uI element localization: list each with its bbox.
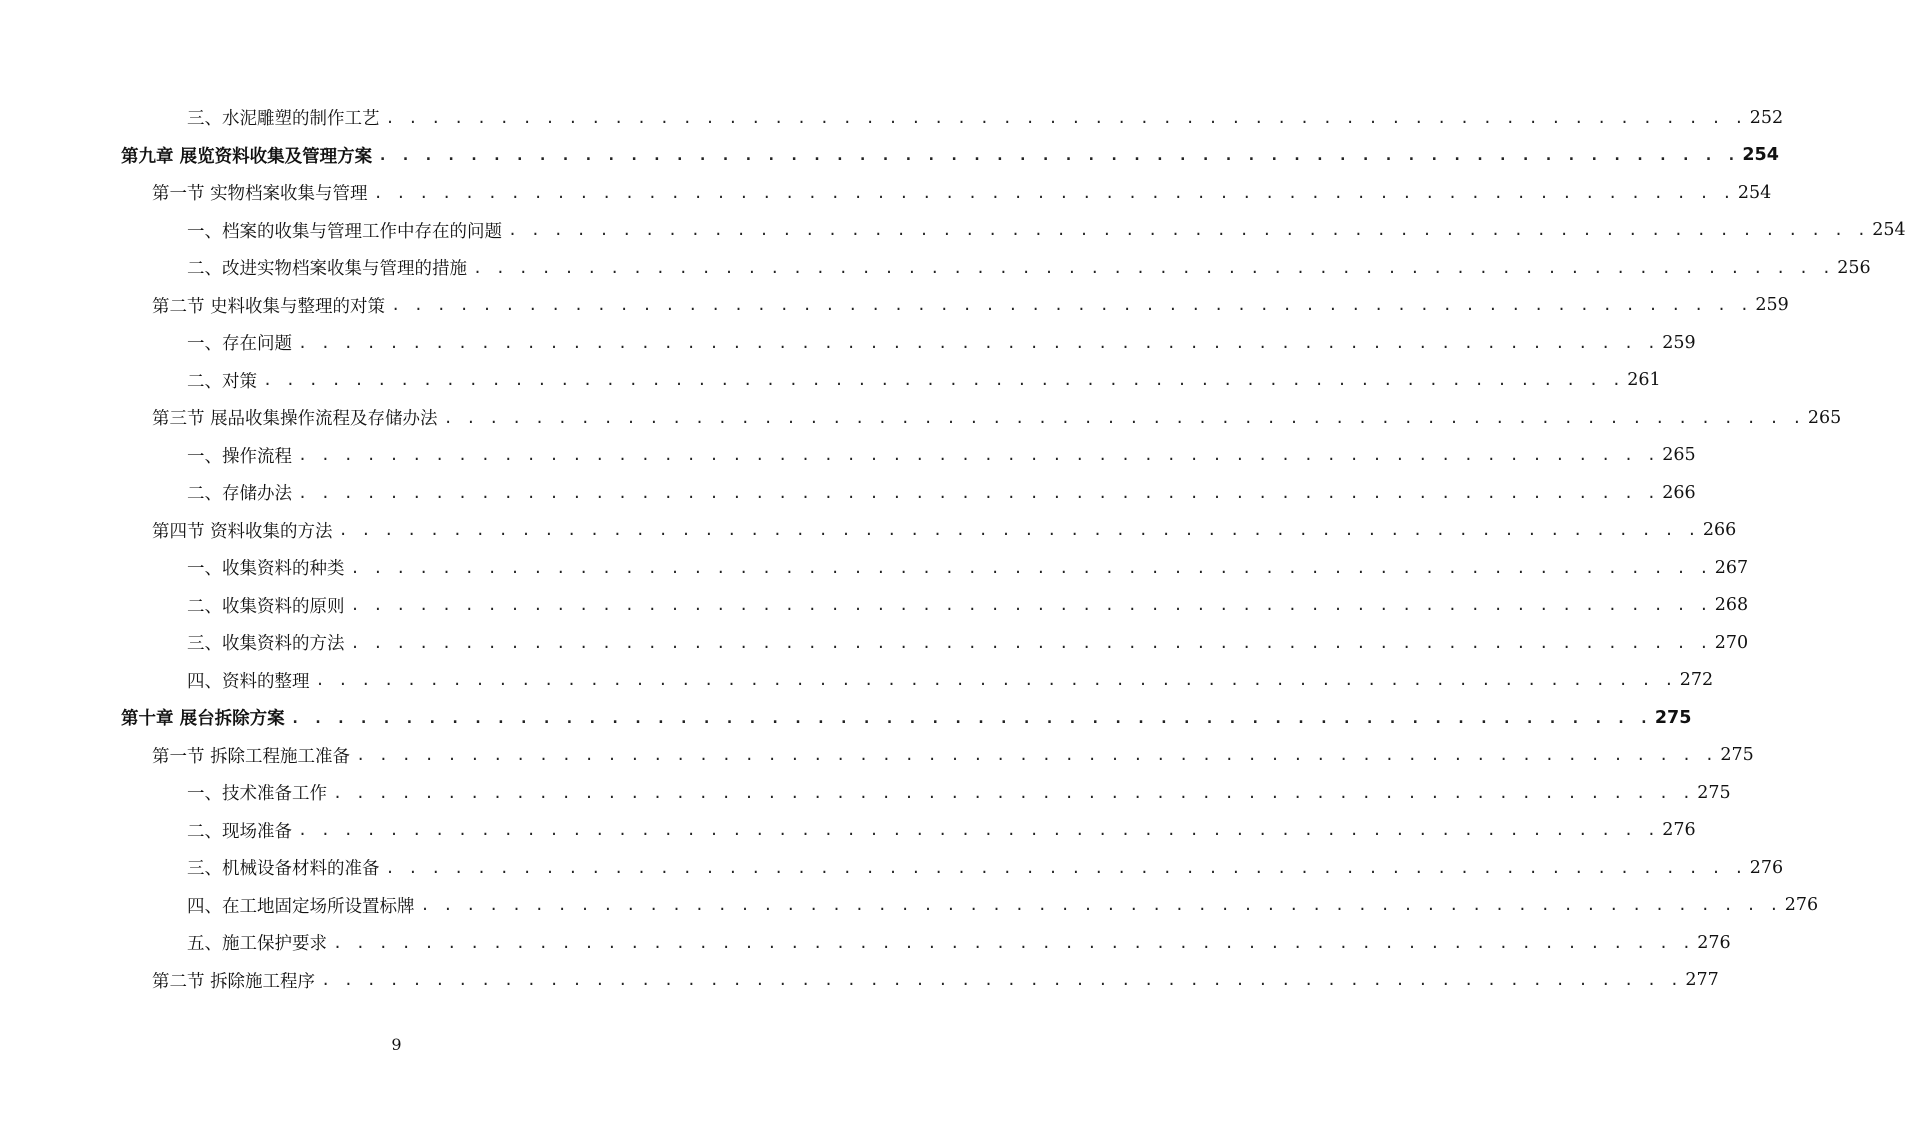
toc-entry[interactable]	[0, 887, 1819, 925]
toc-entry-page: 277	[1685, 970, 1719, 991]
toc-leader-dots: . . . . . . . . . . . . . . . . . . . . . . . . . . . . . . . . . . . . . . . . . . . . . . . . . . . . . . . . . . . .	[385, 108, 1746, 127]
toc-entry[interactable]	[0, 324, 1696, 362]
toc-entry-page: 254	[1872, 220, 1906, 241]
toc-entry-page: 275	[1697, 782, 1731, 803]
toc-leader-dots: . . . . . . . . . . . . . . . . . . . . . . . . . . . . . . . . . . . . . . . . . . . . . . . . . . . . . . . . . . . .	[378, 146, 1739, 165]
toc-entry[interactable]	[0, 624, 1749, 662]
toc-leader-dots: . . . . . . . . . . . . . . . . . . . . . . . . . . . . . . . . . . . . . . . . . . . . . . . . . . . . . . . . . . . .	[508, 221, 1869, 240]
toc-entry[interactable]	[0, 962, 1719, 1000]
toc-leader-dots: . . . . . . . . . . . . . . . . . . . . . . . . . . . . . . . . . . . . . . . . . . . . . . . . . . . . . . . . . . . .	[373, 183, 1734, 202]
toc-entry-title: 二、改进实物档案收集与管理的措施	[187, 255, 473, 280]
toc-entry[interactable]	[0, 849, 1784, 887]
toc-entry-page: 272	[1679, 670, 1714, 691]
toc-leader-dots: . . . . . . . . . . . . . . . . . . . . . . . . . . . . . . . . . . . . . . . . . . . . . . . . . . . . . . . . . . . .	[333, 933, 1694, 952]
toc-entry-title: 一、操作流程	[187, 443, 298, 468]
toc-leader-dots: . . . . . . . . . . . . . . . . . . . . . . . . . . . . . . . . . . . . . . . . . . . . . . . . . . . . . . . . . . . .	[298, 821, 1659, 840]
toc-entry-title: 三、机械设备材料的准备	[187, 855, 386, 880]
toc-entry[interactable]	[0, 812, 1696, 850]
toc-leader-dots: . . . . . . . . . . . . . . . . . . . . . . . . . . . . . . . . . . . . . . . . . . . . . . . . . . . . . . . . . . . .	[350, 633, 1711, 652]
toc-entry-page: 270	[1714, 632, 1749, 653]
toc-entry-title: 第一节 实物档案收集与管理	[152, 180, 374, 205]
toc-entry-title: 五、施工保护要求	[187, 930, 333, 955]
toc-entry[interactable]	[0, 437, 1696, 475]
toc-entry[interactable]	[0, 699, 1692, 737]
toc-entry-page: 266	[1662, 482, 1696, 503]
toc-entry[interactable]	[0, 587, 1749, 625]
toc-entry[interactable]	[0, 662, 1714, 700]
toc-entry-title: 第九章 展览资料收集及管理方案	[121, 143, 378, 168]
toc-entry-page: 259	[1755, 295, 1789, 316]
toc-entry-title: 第十章 展台拆除方案	[121, 705, 291, 730]
toc-entry-page: 276	[1662, 820, 1696, 841]
toc-entry-title: 第四节 资料收集的方法	[152, 518, 339, 543]
toc-entry-title: 一、技术准备工作	[187, 780, 333, 805]
toc-leader-dots: . . . . . . . . . . . . . . . . . . . . . . . . . . . . . . . . . . . . . . . . . . . . . . . . . . . . . . . . . . . .	[350, 558, 1711, 577]
toc-leader-dots: . . . . . . . . . . . . . . . . . . . . . . . . . . . . . . . . . . . . . . . . . . . . . . . . . . . . . . . . . . . .	[443, 408, 1804, 427]
toc-entry-title: 一、档案的收集与管理工作中存在的问题	[187, 218, 508, 243]
toc-entry[interactable]	[0, 174, 1772, 212]
toc-leader-dots: . . . . . . . . . . . . . . . . . . . . . . . . . . . . . . . . . . . . . . . . . . . . . . . . . . . . . . . . . . . .	[391, 296, 1752, 315]
toc-entry[interactable]	[0, 212, 1906, 250]
toc-entry[interactable]	[0, 774, 1731, 812]
toc-entry[interactable]	[0, 512, 1737, 550]
toc-leader-dots: . . . . . . . . . . . . . . . . . . . . . . . . . . . . . . . . . . . . . . . . . . . . . . . . . . . . . . . . . . . .	[473, 258, 1834, 277]
toc-entry[interactable]	[0, 549, 1749, 587]
toc-leader-dots: . . . . . . . . . . . . . . . . . . . . . . . . . . . . . . . . . . . . . . . . . . . . . . . . . . . . . . . . . . . .	[356, 746, 1717, 765]
toc-entry-title: 二、收集资料的原则	[187, 593, 351, 618]
toc-entry-page: 276	[1749, 857, 1784, 878]
toc-entry[interactable]	[0, 249, 1871, 287]
toc-entry-page: 275	[1720, 745, 1754, 766]
toc-leader-dots: . . . . . . . . . . . . . . . . . . . . . . . . . . . . . . . . . . . . . . . . . . . . . . . . . . . . . . . . . . . .	[420, 896, 1781, 915]
toc-entry-title: 一、收集资料的种类	[187, 555, 351, 580]
toc-entry-page: 266	[1702, 520, 1737, 541]
toc-entry-page: 259	[1662, 332, 1696, 353]
toc-entry-page: 254	[1737, 182, 1772, 203]
toc-leader-dots: . . . . . . . . . . . . . . . . . . . . . . . . . . . . . . . . . . . . . . . . . . . . . . . . . . . . . . . . . . . .	[321, 971, 1682, 990]
toc-entry-title: 四、资料的整理	[187, 668, 316, 693]
toc-entry-page: 268	[1714, 595, 1749, 616]
toc-entry-title: 一、存在问题	[187, 330, 298, 355]
page-number: 9	[391, 1035, 402, 1054]
toc-entry-page: 256	[1837, 257, 1871, 278]
toc-entry[interactable]	[0, 137, 1779, 175]
toc-entry-title: 三、水泥雕塑的制作工艺	[187, 105, 386, 130]
toc-entry[interactable]	[0, 399, 1842, 437]
toc-entry-title: 第三节 展品收集操作流程及存储办法	[152, 405, 444, 430]
toc-entry-page: 267	[1714, 557, 1749, 578]
table-of-contents	[0, 99, 1906, 999]
toc-entry-page: 254	[1742, 145, 1779, 166]
toc-leader-dots: . . . . . . . . . . . . . . . . . . . . . . . . . . . . . . . . . . . . . . . . . . . . . . . . . . . . . . . . . . . .	[315, 671, 1676, 690]
toc-entry[interactable]	[0, 737, 1754, 775]
toc-leader-dots: . . . . . . . . . . . . . . . . . . . . . . . . . . . . . . . . . . . . . . . . . . . . . . . . . . . . . . . . . . . .	[298, 446, 1659, 465]
toc-entry[interactable]	[0, 924, 1731, 962]
toc-entry[interactable]	[0, 362, 1661, 400]
toc-entry-title: 二、现场准备	[187, 818, 298, 843]
toc-entry-page: 252	[1749, 107, 1784, 128]
toc-leader-dots: . . . . . . . . . . . . . . . . . . . . . . . . . . . . . . . . . . . . . . . . . . . . . . . . . . . . . . . . . . . .	[298, 483, 1659, 502]
toc-entry-title: 第二节 拆除施工程序	[152, 968, 321, 993]
toc-leader-dots: . . . . . . . . . . . . . . . . . . . . . . . . . . . . . . . . . . . . . . . . . . . . . . . . . . . . . . . . . . . .	[298, 333, 1659, 352]
toc-entry-page: 261	[1627, 370, 1661, 391]
toc-entry-page: 276	[1784, 895, 1819, 916]
toc-leader-dots: . . . . . . . . . . . . . . . . . . . . . . . . . . . . . . . . . . . . . . . . . . . . . . . . . . . . . . . . . . . .	[338, 521, 1699, 540]
toc-entry[interactable]	[0, 287, 1789, 325]
toc-entry[interactable]	[0, 99, 1784, 137]
toc-entry[interactable]	[0, 474, 1696, 512]
toc-entry-page: 275	[1654, 707, 1692, 728]
toc-leader-dots: . . . . . . . . . . . . . . . . . . . . . . . . . . . . . . . . . . . . . . . . . . . . . . . . . . . . . . . . . . . .	[385, 858, 1746, 877]
toc-leader-dots: . . . . . . . . . . . . . . . . . . . . . . . . . . . . . . . . . . . . . . . . . . . . . . . . . . . . . . . . . . . .	[350, 596, 1711, 615]
toc-leader-dots: . . . . . . . . . . . . . . . . . . . . . . . . . . . . . . . . . . . . . . . . . . . . . . . . . . . . . . . . . . . .	[333, 783, 1694, 802]
toc-leader-dots: . . . . . . . . . . . . . . . . . . . . . . . . . . . . . . . . . . . . . . . . . . . . . . . . . . . . . . . . . . . .	[263, 371, 1624, 390]
toc-entry-title: 四、在工地固定场所设置标牌	[187, 893, 421, 918]
toc-entry-page: 265	[1662, 445, 1696, 466]
toc-leader-dots: . . . . . . . . . . . . . . . . . . . . . . . . . . . . . . . . . . . . . . . . . . . . . . . . . . . . . . . . . . . .	[290, 708, 1651, 727]
toc-entry-title: 第一节 拆除工程施工准备	[152, 743, 356, 768]
toc-entry-title: 三、收集资料的方法	[187, 630, 351, 655]
toc-entry-title: 二、对策	[187, 368, 263, 393]
toc-entry-page: 276	[1697, 932, 1731, 953]
toc-entry-title: 第二节 史料收集与整理的对策	[152, 293, 391, 318]
toc-entry-page: 265	[1807, 407, 1842, 428]
toc-entry-title: 二、存储办法	[187, 480, 298, 505]
